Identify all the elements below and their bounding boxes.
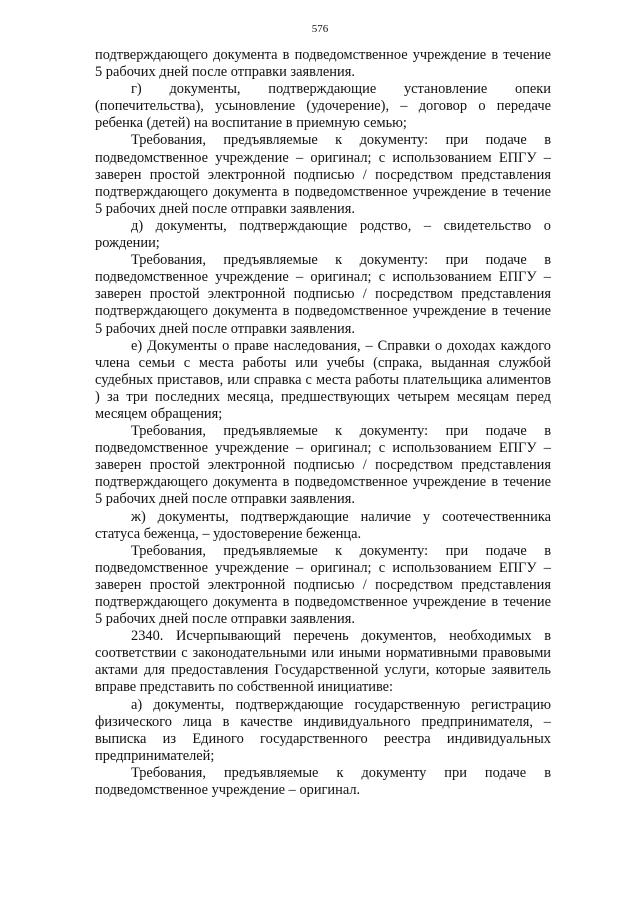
paragraph-item-g: г) документы, подтверждающие установление опеки (попечительства), усыновление (удочерение), – договор о передаче ребенка (детей) на воспитание в приемную семью; bbox=[95, 81, 551, 132]
paragraph-item-a: а) документы, подтверждающие государственную регистрацию физического лица в качестве индивидуального предпринимателя, – выписка из Единого государственного реестра индивидуальных предпринимателей; bbox=[95, 696, 551, 764]
paragraph-requirements: Требования, предъявляемые к документу: при подаче в подведомственное учреждение – оригинал; с использованием ЕПГУ – заверен простой электронной подписью / посредством представления подтверждающего документа в подведомственное учреждение в течение 5 рабочих дней после отправки заявления. bbox=[95, 542, 551, 628]
paragraph-continuation: подтверждающего документа в подведомственное учреждение в течение 5 рабочих дней после отправки заявления. bbox=[95, 47, 551, 81]
paragraph-requirements: Требования, предъявляемые к документу: при подаче в подведомственное учреждение – оригинал; с использованием ЕПГУ – заверен простой электронной подписью / посредством представления подтверждающего документа в подведомственное учреждение в течение 5 рабочих дней после отправки заявления. bbox=[95, 423, 551, 508]
page-number: 576 bbox=[311, 23, 329, 35]
paragraph-item-e: е) Документы о праве наследования, – Справки о доходах каждого члена семьи с места работы или учебы (спрака, выданная службой судебных приставов, или справка с места работы плательщика алиментов ) за три последних месяца, предшествующих четырем месяцам перед месяцем обращения; bbox=[95, 337, 551, 422]
paragraph-item-zh: ж) документы, подтверждающие наличие у соотечественника статуса беженца, – удостоверение беженца. bbox=[95, 508, 551, 542]
paragraph-requirements: Требования, предъявляемые к документу: при подаче в подведомственное учреждение – оригинал; с использованием ЕПГУ – заверен простой электронной подписью / посредством представления подтверждающего документа в подведомственное учреждение в течение 5 рабочих дней после отправки заявления. bbox=[95, 132, 551, 217]
paragraph-requirements: Требования, предъявляемые к документу при подаче в подведомственное учреждение – оригинал. bbox=[95, 764, 551, 799]
paragraph-section-2340: 2340. Исчерпывающий перечень документов, необходимых в соответствии с законодательными или иными нормативными правовыми актами для предоставления Государственной услуги, которые заявитель вправе представить по собственной инициативе: bbox=[95, 628, 551, 696]
paragraph-item-d: д) документы, подтверждающие родство, – свидетельство о рождении; bbox=[95, 217, 551, 252]
document-body bbox=[95, 47, 551, 799]
paragraph-requirements: Требования, предъявляемые к документу: при подаче в подведомственное учреждение – оригинал; с использованием ЕПГУ – заверен простой электронной подписью / посредством представления подтверждающего документа в подведомственное учреждение в течение 5 рабочих дней после отправки заявления. bbox=[95, 252, 551, 337]
